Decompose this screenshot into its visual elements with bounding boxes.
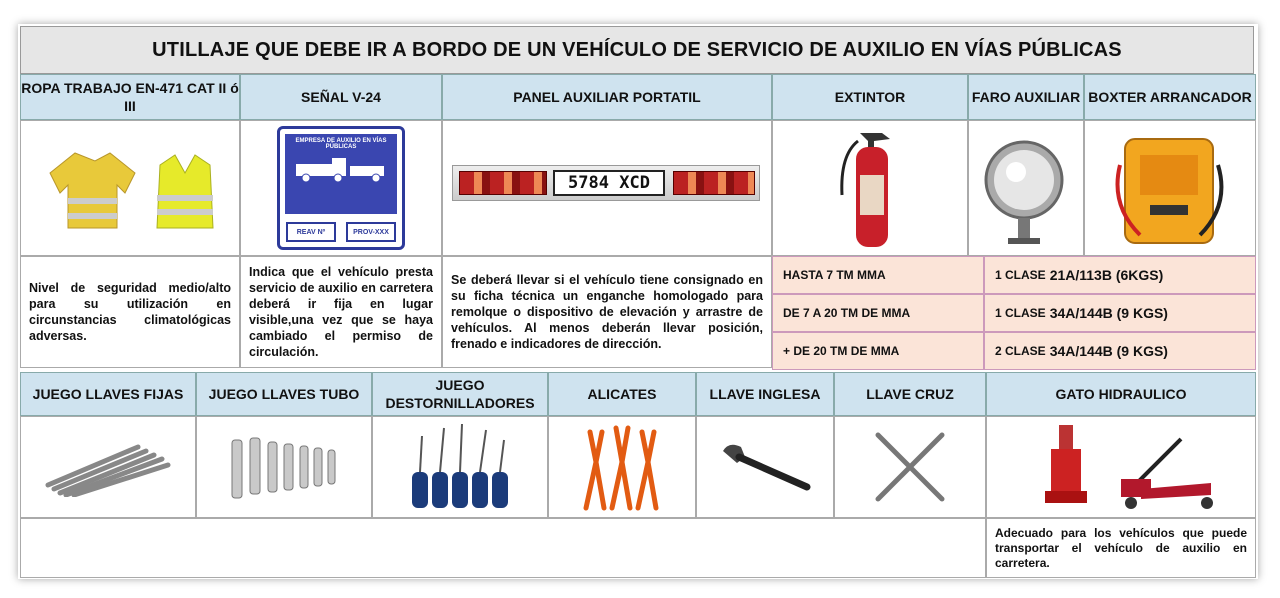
header-alicates: ALICATES xyxy=(548,372,696,416)
panel-description: Se deberá llevar si el vehículo tiene consignado en su ficha técnica un enganche homologado para remolque o dispositivo de elevación y arrastre de vehículos. Al menos deberán llevar posición, frenado e indicadores de dirección. xyxy=(442,256,772,368)
extintor-mma-3: + DE 20 TM DE MMA xyxy=(772,332,984,370)
header-llaves-fijas: JUEGO LLAVES FIJAS xyxy=(20,372,196,416)
extintor-image xyxy=(772,120,968,256)
faro-image xyxy=(968,120,1084,256)
senal-description: Indica que el vehículo presta servicio de auxilio en carretera deberá ir fija en lugar visible,una vez que se haya cambiado el permiso de circulación. xyxy=(240,256,442,368)
spotlight-icon xyxy=(976,128,1076,248)
header-inglesa: LLAVE INGLESA xyxy=(696,372,834,416)
extintor-rating-1: 1 CLASE 21A/113B (6KGS) xyxy=(984,256,1256,294)
ropa-image xyxy=(20,120,240,256)
header-panel: PANEL AUXILIAR PORTATIL xyxy=(442,74,772,120)
sign-title: EMPRESA DE AUXILIO EN VÍAS PÚBLICAS xyxy=(295,138,387,150)
hydraulic-jack-icon xyxy=(1011,419,1231,515)
extintor-mma-1: HASTA 7 TM MMA xyxy=(772,256,984,294)
plate-number: 5784 XCD xyxy=(553,170,665,196)
socket-set-icon xyxy=(224,432,344,502)
header-faro: FARO AUXILIAR xyxy=(968,74,1084,120)
senal-image xyxy=(240,120,442,256)
bottom-filler xyxy=(20,518,986,578)
sign-reav: REAV Nº xyxy=(286,222,336,242)
header-boxter: BOXTER ARRANCADOR xyxy=(1084,74,1256,120)
sign-prov: PROV-XXX xyxy=(346,222,396,242)
llaves-fijas-image xyxy=(20,416,196,518)
cross-wrench-icon xyxy=(870,427,950,507)
pliers-icon xyxy=(572,422,672,512)
extintor-mma-2: DE 7 A 20 TM DE MMA xyxy=(772,294,984,332)
destornilladores-image xyxy=(372,416,548,518)
extintor-rating-3: 2 CLASE 34A/144B (9 KGS) xyxy=(984,332,1256,370)
gato-description: Adecuado para los vehículos que puede transportar el vehículo de auxilio en carretera. xyxy=(986,518,1256,578)
gato-image xyxy=(986,416,1256,518)
page-title: UTILLAJE QUE DEBE IR A BORDO DE UN VEHÍCULO DE SERVICIO DE AUXILIO EN VÍAS PÚBLICAS xyxy=(20,26,1254,74)
cruz-image xyxy=(834,416,986,518)
ropa-description: Nivel de seguridad medio/alto para su utilización en circunstancias climatológicas adversas. xyxy=(20,256,240,368)
header-extintor: EXTINTOR xyxy=(772,74,968,120)
extintor-rating-2: 1 CLASE 34A/144B (9 KGS) xyxy=(984,294,1256,332)
llaves-tubo-image xyxy=(196,416,372,518)
header-llaves-tubo: JUEGO LLAVES TUBO xyxy=(196,372,372,416)
sign-v24-icon xyxy=(277,126,405,250)
alicates-image xyxy=(548,416,696,518)
safety-vest-icon xyxy=(35,143,225,233)
header-ropa: ROPA TRABAJO EN-471 CAT II ó III xyxy=(20,74,240,120)
header-destornilladores: JUEGO DESTORNILLADORES xyxy=(372,372,548,416)
boxter-image xyxy=(1084,120,1256,256)
header-gato: GATO HIDRAULICO xyxy=(986,372,1256,416)
wrench-set-icon xyxy=(38,437,178,497)
screwdriver-set-icon xyxy=(400,422,520,512)
header-senal: SEÑAL V-24 xyxy=(240,74,442,120)
fire-extinguisher-icon xyxy=(830,125,910,251)
jump-starter-icon xyxy=(1110,125,1230,251)
adjustable-wrench-icon xyxy=(715,437,815,497)
header-cruz: LLAVE CRUZ xyxy=(834,372,986,416)
inglesa-image xyxy=(696,416,834,518)
light-bar-icon xyxy=(452,165,760,201)
